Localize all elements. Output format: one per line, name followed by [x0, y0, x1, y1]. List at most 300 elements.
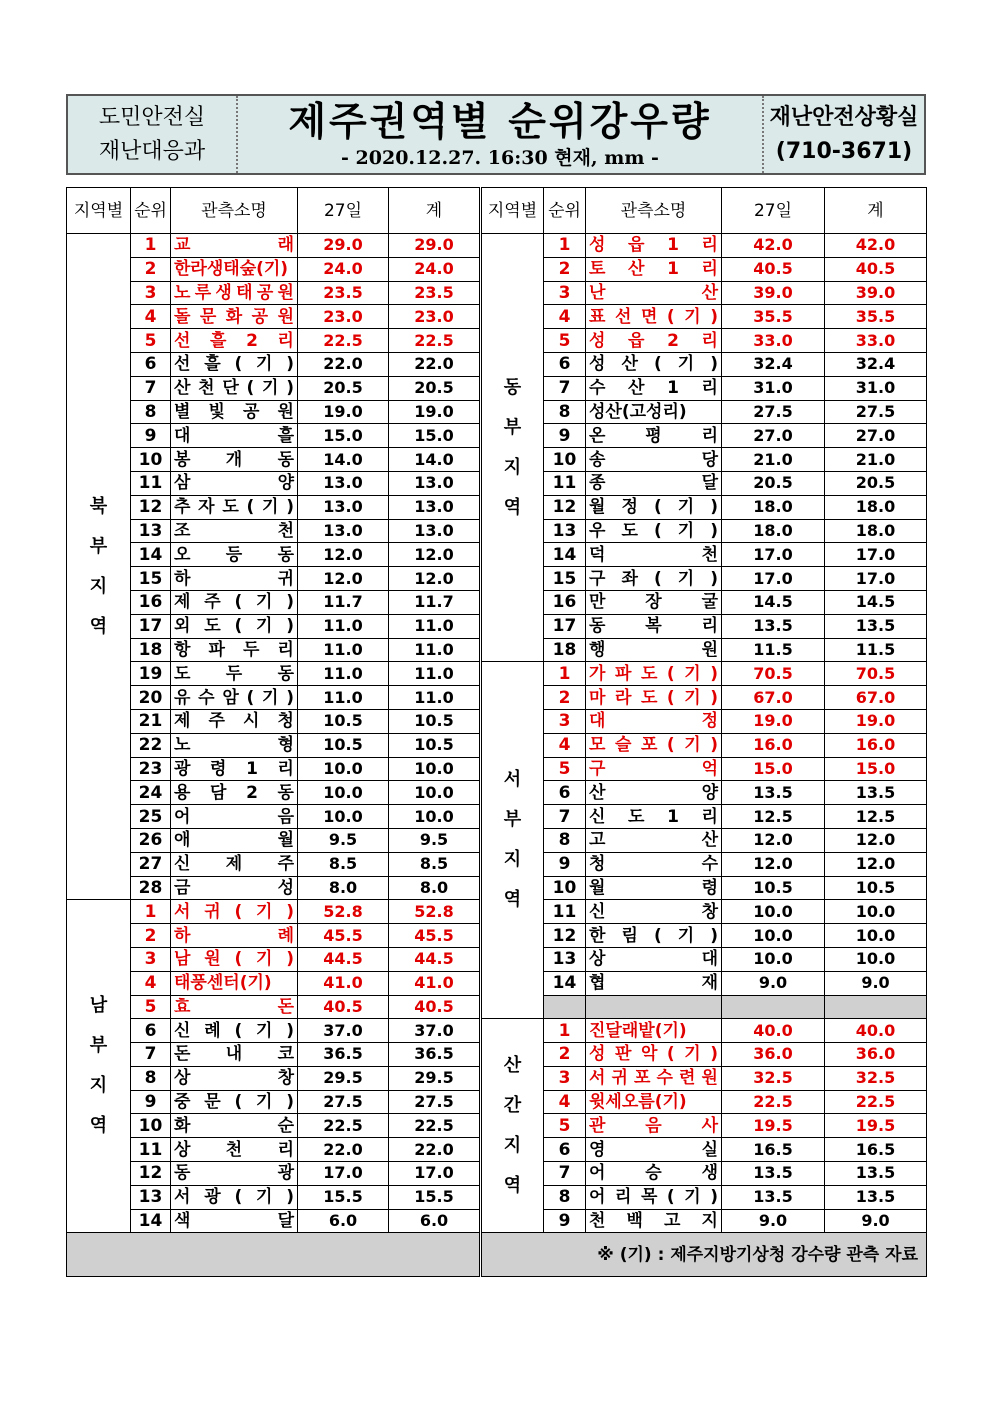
rain-total: 8.0: [389, 876, 480, 900]
rain-total: 10.0: [389, 757, 480, 781]
table-row: [482, 614, 927, 638]
rain-27: 21.0: [722, 448, 825, 472]
table-row: [482, 234, 927, 258]
station-name: [171, 329, 298, 353]
rain-total: 9.0: [825, 1209, 927, 1233]
table-row: [482, 757, 927, 781]
rain-total: 11.7: [389, 590, 480, 614]
header-row: [482, 188, 927, 234]
rain-27: 40.0: [722, 1019, 825, 1043]
table-row: [482, 686, 927, 710]
rain-total: 31.0: [825, 376, 927, 400]
rank: 16: [544, 590, 586, 614]
rain-total: 12.0: [825, 852, 927, 876]
station-name-text: 월 령: [589, 877, 718, 898]
department-box: [68, 96, 238, 173]
rain-total: 11.0: [389, 638, 480, 662]
rain-27: 11.0: [298, 662, 389, 686]
rain-total: 52.8: [389, 900, 480, 924]
station-name: [171, 1066, 298, 1090]
station-name-text: 유 수 암 ( 기 ): [174, 687, 294, 708]
station-name-text: 한라생태숲(기): [174, 259, 289, 280]
station-name: [171, 876, 298, 900]
rain-27: 67.0: [722, 686, 825, 710]
rain-total: 45.5: [389, 924, 480, 948]
rain-27: 10.0: [722, 924, 825, 948]
station-name-text: 어 리 목 ( 기 ): [589, 1187, 718, 1208]
rank: 8: [544, 828, 586, 852]
rank: 10: [544, 876, 586, 900]
station-name-text: 송 당: [589, 449, 718, 470]
table-row: [482, 543, 927, 567]
station-name: [586, 590, 722, 614]
station-name: [171, 852, 298, 876]
table-row: [482, 805, 927, 829]
rain-27: 45.5: [298, 924, 389, 948]
station-name-text: 성 산 ( 기 ): [589, 354, 718, 375]
station-name-text: 서 귀 포 수 련 원: [589, 1068, 718, 1089]
rain-27: 10.0: [298, 757, 389, 781]
rank: 5: [131, 329, 171, 353]
rain-27: 15.0: [298, 424, 389, 448]
rain-27-blank: [722, 995, 825, 1019]
station-name-text: 선 흘 2 리: [174, 330, 294, 351]
station-name: [586, 543, 722, 567]
station-name-text: 모 슬 포 ( 기 ): [589, 735, 718, 756]
rain-27: 10.0: [298, 781, 389, 805]
station-name-text: 토 산 1 리: [589, 259, 718, 280]
rank: 9: [544, 1209, 586, 1233]
station-name-text: 난 산: [589, 282, 718, 303]
station-name-text: 제 주 ( 기 ): [174, 592, 294, 613]
station-name-text: 항 파 두 리: [174, 639, 294, 660]
station-name: [171, 1019, 298, 1043]
station-name: [171, 495, 298, 519]
station-name-text: 관 음 사: [589, 1115, 718, 1136]
rank: 8: [544, 400, 586, 424]
table-row: [67, 900, 480, 924]
rain-27: 10.0: [722, 947, 825, 971]
rain-total: 15.0: [825, 757, 927, 781]
rain-total: 13.0: [389, 495, 480, 519]
rain-27: 10.0: [722, 900, 825, 924]
table-row: [482, 1162, 927, 1186]
rank-header: 순위: [544, 188, 586, 234]
station-name: [171, 567, 298, 591]
station-name-text: 만 장 굴: [589, 592, 718, 613]
station-name: [586, 1162, 722, 1186]
rain-27: 11.0: [298, 686, 389, 710]
rain-27: 18.0: [722, 495, 825, 519]
rank: 10: [131, 448, 171, 472]
rank: 7: [544, 376, 586, 400]
rank: 18: [131, 638, 171, 662]
rank: 6: [544, 781, 586, 805]
rank: 1: [544, 662, 586, 686]
rain-27: 13.5: [722, 1185, 825, 1209]
station-name-text: 금 성: [174, 877, 294, 898]
rain-total: 9.5: [389, 828, 480, 852]
station-name: [586, 329, 722, 353]
rain-total: 21.0: [825, 448, 927, 472]
station-name-text: 화 순: [174, 1115, 294, 1136]
rain-total: 22.0: [389, 1138, 480, 1162]
rain-total: 16.5: [825, 1138, 927, 1162]
station-name-text: 신 례 ( 기 ): [174, 1020, 294, 1041]
rain-27: 36.0: [722, 1043, 825, 1067]
left-rainfall-table: [66, 187, 480, 1277]
rain-total: 15.0: [389, 424, 480, 448]
title-box: [238, 96, 764, 173]
rain-27: 22.5: [298, 329, 389, 353]
rank: 14: [544, 543, 586, 567]
rank: 2: [131, 257, 171, 281]
rain-total: 36.5: [389, 1043, 480, 1067]
rain-27: 27.5: [298, 1090, 389, 1114]
rain-27: 22.5: [298, 1114, 389, 1138]
rank: 3: [544, 709, 586, 733]
station-name-text: 성 읍 2 리: [589, 330, 718, 351]
table-row: [482, 709, 927, 733]
station-name: [171, 662, 298, 686]
station-name-text: 노 루 생 태 공 원: [174, 282, 294, 303]
station-name-text: 동 복 리: [589, 616, 718, 637]
station-name: [171, 947, 298, 971]
station-name: [171, 281, 298, 305]
rain-27: 42.0: [722, 234, 825, 258]
contact-box: [764, 96, 924, 173]
station-name-text: 돈 내 코: [174, 1044, 294, 1065]
rain-27: 15.5: [298, 1185, 389, 1209]
region-label: 남 부 지 역: [67, 900, 131, 1233]
rain-27: 13.5: [722, 1162, 825, 1186]
rain-27: 23.5: [298, 281, 389, 305]
header-row: [67, 188, 480, 234]
station-name: [586, 1114, 722, 1138]
rain-total: 67.0: [825, 686, 927, 710]
rain-27: 12.0: [722, 852, 825, 876]
station-name-text: 종 달: [589, 473, 718, 494]
station-name: [171, 590, 298, 614]
rain-total: 10.5: [389, 733, 480, 757]
rain-total: 22.5: [389, 329, 480, 353]
rank: 3: [544, 1066, 586, 1090]
station-name-text: 하 귀: [174, 568, 294, 589]
station-name-text: 용 담 2 동: [174, 782, 294, 803]
rain-total: 10.0: [389, 781, 480, 805]
rank: 15: [131, 567, 171, 591]
station-name: [586, 400, 722, 424]
table-row: [482, 352, 927, 376]
rank: 14: [131, 1209, 171, 1233]
table-row: [482, 1043, 927, 1067]
rain-27: 27.5: [722, 400, 825, 424]
rank: 11: [131, 471, 171, 495]
rain-27: 70.5: [722, 662, 825, 686]
station-name: [586, 852, 722, 876]
rain-27: 12.0: [298, 543, 389, 567]
rain-total: 39.0: [825, 281, 927, 305]
rain-total: 29.5: [389, 1066, 480, 1090]
rain-27: 8.5: [298, 852, 389, 876]
table-row: [482, 828, 927, 852]
rain-27: 14.5: [722, 590, 825, 614]
station-name-text: 노 형: [174, 735, 294, 756]
rain-total: 6.0: [389, 1209, 480, 1233]
station-name: [171, 1162, 298, 1186]
rank: 14: [131, 543, 171, 567]
rank: 2: [544, 686, 586, 710]
station-name: [171, 805, 298, 829]
table-row: [67, 234, 480, 258]
table-row: [482, 900, 927, 924]
station-name: [586, 876, 722, 900]
station-name: [586, 424, 722, 448]
table-row: [482, 281, 927, 305]
table-row: [482, 495, 927, 519]
rain-total: 44.5: [389, 947, 480, 971]
rank: 22: [131, 733, 171, 757]
station-name-text: 성 읍 1 리: [589, 235, 718, 256]
table-row: [482, 1185, 927, 1209]
station-name-text: 산 천 단 ( 기 ): [174, 378, 294, 399]
rank: 9: [131, 1090, 171, 1114]
rain-27: 6.0: [298, 1209, 389, 1233]
station-name-text: 외 도 ( 기 ): [174, 616, 294, 637]
station-name: [171, 1114, 298, 1138]
rain-total: 10.5: [825, 876, 927, 900]
rank: 4: [544, 733, 586, 757]
station-name: [171, 305, 298, 329]
rain-27: 12.0: [298, 567, 389, 591]
total-header: 계: [825, 188, 927, 234]
rank: 3: [544, 281, 586, 305]
rank: 13: [131, 1185, 171, 1209]
rank: 27: [131, 852, 171, 876]
station-name-text: 행 원: [589, 639, 718, 660]
station-name: [171, 400, 298, 424]
day-header: 27일: [298, 188, 389, 234]
footer-row: [67, 1233, 480, 1277]
rain-total: 40.5: [389, 995, 480, 1019]
rain-total: 36.0: [825, 1043, 927, 1067]
rain-27: 33.0: [722, 329, 825, 353]
rank: 7: [131, 1043, 171, 1067]
station-name-text: 우 도 ( 기 ): [589, 520, 718, 541]
station-name-text: 추 자 도 ( 기 ): [174, 497, 294, 518]
rain-total: 17.0: [825, 543, 927, 567]
rank-header: 순위: [131, 188, 171, 234]
rank: 12: [131, 1162, 171, 1186]
rain-total: 23.5: [389, 281, 480, 305]
station-name: [171, 614, 298, 638]
rain-total: 14.0: [389, 448, 480, 472]
table-row: [482, 329, 927, 353]
rank: 6: [131, 1019, 171, 1043]
station-header: 관측소명: [586, 188, 722, 234]
rank: 2: [544, 1043, 586, 1067]
rank: 5: [544, 757, 586, 781]
table-row: [482, 424, 927, 448]
rank: 19: [131, 662, 171, 686]
table-row: [482, 257, 927, 281]
station-name-text: 상 천 리: [174, 1139, 294, 1160]
rain-27: 9.5: [298, 828, 389, 852]
station-name: [586, 567, 722, 591]
region-label: 북 부 지 역: [67, 234, 131, 900]
rain-27: 44.5: [298, 947, 389, 971]
rank: 20: [131, 686, 171, 710]
rain-27: 18.0: [722, 519, 825, 543]
rain-27: 23.0: [298, 305, 389, 329]
station-name-text: 영 실: [589, 1139, 718, 1160]
table-row: [482, 924, 927, 948]
station-name: [586, 1066, 722, 1090]
station-name-text: 신 제 주: [174, 854, 294, 875]
station-name: [171, 709, 298, 733]
phone-number: (710-3671): [775, 138, 913, 164]
station-name: [171, 543, 298, 567]
station-name-text: 산 양: [589, 782, 718, 803]
rank: 13: [544, 519, 586, 543]
rain-27: 27.0: [722, 424, 825, 448]
rank: 1: [544, 234, 586, 258]
station-name: [586, 733, 722, 757]
station-name-text: 윗세오름(기): [589, 1092, 687, 1113]
table-row: [482, 305, 927, 329]
rain-27: 19.5: [722, 1114, 825, 1138]
rain-total: 17.0: [389, 1162, 480, 1186]
rank: 15: [544, 567, 586, 591]
rank-blank: [544, 995, 586, 1019]
station-name: [586, 495, 722, 519]
station-name-text: 돌 문 화 공 원: [174, 306, 294, 327]
rain-27: 10.5: [722, 876, 825, 900]
rank: 11: [544, 900, 586, 924]
rank: 8: [131, 1066, 171, 1090]
station-name-text: 하 례: [174, 925, 294, 946]
region-header: 지역별: [67, 188, 131, 234]
rank: 9: [544, 852, 586, 876]
table-row: [482, 781, 927, 805]
rank: 1: [544, 1019, 586, 1043]
station-name: [171, 1185, 298, 1209]
station-name: [171, 1209, 298, 1233]
station-name-text: 애 월: [174, 830, 294, 851]
station-name: [171, 995, 298, 1019]
rain-total: 10.5: [389, 709, 480, 733]
station-name-text: 대 흘: [174, 425, 294, 446]
department-name: 도민안전실: [98, 104, 206, 130]
rain-total: 18.0: [825, 519, 927, 543]
station-name-text: 진달래밭(기): [589, 1020, 687, 1041]
rank: 6: [544, 352, 586, 376]
rain-total: 14.5: [825, 590, 927, 614]
rank: 5: [544, 329, 586, 353]
table-row: [482, 638, 927, 662]
rank: 7: [544, 805, 586, 829]
rain-27: 11.0: [298, 638, 389, 662]
station-name-text: 천 백 고 지: [589, 1211, 718, 1232]
station-name: [171, 448, 298, 472]
station-name: [586, 1185, 722, 1209]
station-name-text: 별 빛 공 원: [174, 401, 294, 422]
station-name-text: 광 령 1 리: [174, 758, 294, 779]
station-name: [586, 828, 722, 852]
table-row: [482, 376, 927, 400]
station-header: 관측소명: [171, 188, 298, 234]
rain-total: 40.5: [825, 257, 927, 281]
rain-total: 19.5: [825, 1114, 927, 1138]
station-name: [171, 1138, 298, 1162]
station-name-text: 성 판 악 ( 기 ): [589, 1044, 718, 1065]
station-name-text: 표 선 면 ( 기 ): [589, 306, 718, 327]
region-label: 산 간 지 역: [482, 1019, 544, 1233]
rain-total: 12.5: [825, 805, 927, 829]
table-row: [482, 1114, 927, 1138]
rain-27: 19.0: [298, 400, 389, 424]
rank: 12: [544, 495, 586, 519]
rain-total: 42.0: [825, 234, 927, 258]
station-name: [171, 900, 298, 924]
rain-27: 40.5: [298, 995, 389, 1019]
station-name: [586, 1019, 722, 1043]
station-name: [171, 1090, 298, 1114]
rain-total: 11.0: [389, 662, 480, 686]
station-name: [171, 471, 298, 495]
table-row: [482, 1138, 927, 1162]
station-name-text: 구 좌 ( 기 ): [589, 568, 718, 589]
rank: 7: [131, 376, 171, 400]
rank: 17: [131, 614, 171, 638]
rain-total: 24.0: [389, 257, 480, 281]
station-name: [171, 234, 298, 258]
rain-total: 37.0: [389, 1019, 480, 1043]
rain-total: 13.0: [389, 471, 480, 495]
rain-27: 13.0: [298, 471, 389, 495]
station-name: [586, 1209, 722, 1233]
station-name-text: 어 음: [174, 806, 294, 827]
report-header: [66, 94, 926, 175]
rain-27: 8.0: [298, 876, 389, 900]
rank: 3: [131, 947, 171, 971]
total-header: 계: [389, 188, 480, 234]
station-name-text: 가 파 도 ( 기 ): [589, 663, 718, 684]
rank: 8: [544, 1185, 586, 1209]
table-row: [482, 1209, 927, 1233]
table-row: [482, 448, 927, 472]
station-name: [586, 971, 722, 995]
station-name-text: 신 도 1 리: [589, 806, 718, 827]
rain-27: 10.5: [298, 733, 389, 757]
rain-total: 10.0: [389, 805, 480, 829]
station-name: [171, 733, 298, 757]
rank: 4: [544, 1090, 586, 1114]
footer-row: [482, 1233, 927, 1277]
rain-total: 27.5: [825, 400, 927, 424]
rank: 4: [131, 305, 171, 329]
station-name-text: 월 정 ( 기 ): [589, 497, 718, 518]
rain-27: 29.0: [298, 234, 389, 258]
rain-27: 32.5: [722, 1066, 825, 1090]
station-name: [586, 257, 722, 281]
station-name: [586, 281, 722, 305]
rain-total: 19.0: [825, 709, 927, 733]
station-name: [586, 352, 722, 376]
region-label: 동 부 지 역: [482, 234, 544, 662]
rain-27: 31.0: [722, 376, 825, 400]
rain-total: 13.5: [825, 781, 927, 805]
